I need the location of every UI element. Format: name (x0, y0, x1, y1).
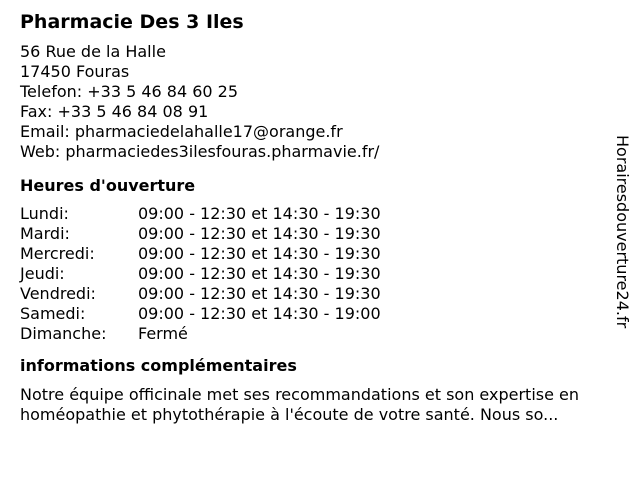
day-label: Mercredi: (20, 244, 95, 263)
fax-line: Fax: +33 5 46 84 08 91 (20, 102, 209, 121)
hours-row-lundi (20, 204, 620, 224)
time-value: Fermé (138, 324, 188, 343)
day-label: Dimanche: (20, 324, 107, 343)
address-line-2: 17450 Fouras (20, 62, 130, 81)
time-value: 09:00 - 12:30 et 14:30 - 19:30 (138, 284, 381, 303)
time-value: 09:00 - 12:30 et 14:30 - 19:00 (138, 304, 381, 323)
contact-block (20, 42, 620, 162)
telefon-line: Telefon: +33 5 46 84 60 25 (20, 82, 239, 101)
time-value: 09:00 - 12:30 et 14:30 - 19:30 (138, 224, 381, 243)
day-label: Lundi: (20, 204, 69, 223)
day-label: Mardi: (20, 224, 70, 243)
day-label: Vendredi: (20, 284, 96, 303)
hours-title: Heures d'ouverture (20, 176, 196, 195)
hours-row-dimanche (20, 324, 620, 344)
day-label: Samedi: (20, 304, 86, 323)
hours-row-samedi (20, 304, 620, 324)
hours-row-vendredi (20, 284, 620, 304)
pharmacy-card (20, 10, 620, 425)
hours-row-mardi (20, 224, 620, 244)
time-value: 09:00 - 12:30 et 14:30 - 19:30 (138, 244, 381, 263)
hours-table (20, 204, 620, 344)
time-value: 09:00 - 12:30 et 14:30 - 19:30 (138, 204, 381, 223)
info-text: Notre équipe officinale met ses recommandations et son expertise en homéopathie et phytothérapie à l'écoute de votre santé. Nous so... (20, 385, 580, 424)
watermark-text: Horairesdouverture24.fr (613, 135, 632, 329)
pharmacy-name: Pharmacie Des 3 Iles (20, 11, 244, 33)
address-line-1: 56 Rue de la Halle (20, 42, 166, 61)
email-line: Email: pharmaciedelahalle17@orange.fr (20, 122, 343, 141)
day-label: Jeudi: (20, 264, 65, 283)
info-title: informations complémentaires (20, 356, 297, 375)
time-value: 09:00 - 12:30 et 14:30 - 19:30 (138, 264, 381, 283)
hours-row-jeudi (20, 264, 620, 284)
hours-row-mercredi (20, 244, 620, 264)
web-line: Web: pharmaciedes3ilesfouras.pharmavie.fr/ (20, 142, 380, 161)
